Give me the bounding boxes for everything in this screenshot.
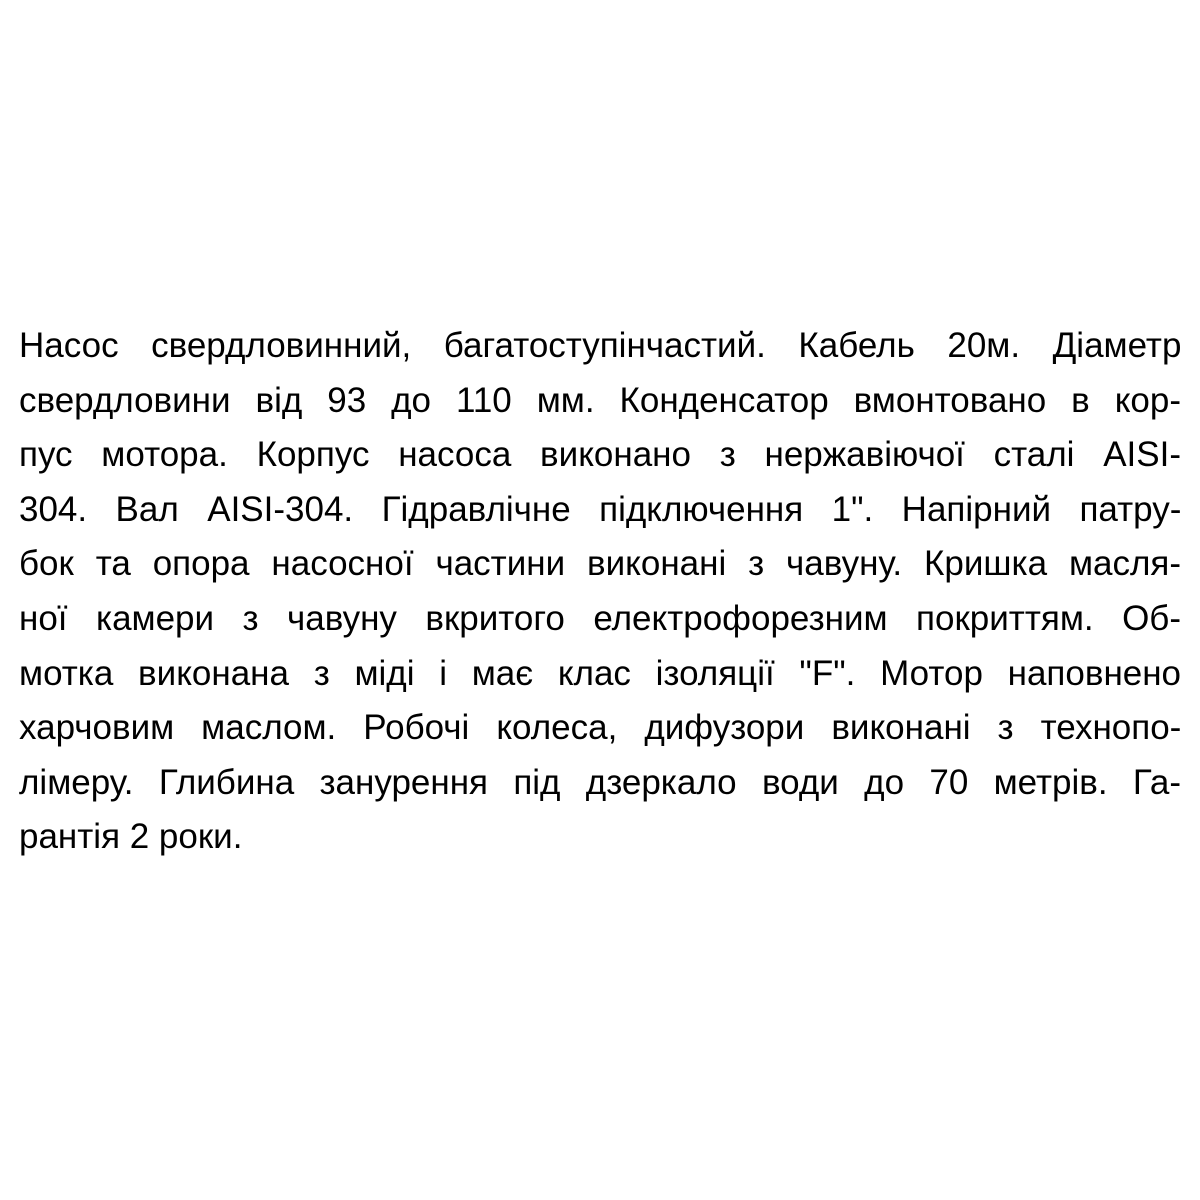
description-line: свердловини від 93 до 110 мм. Конденсатор вмонтовано в кор- bbox=[19, 380, 1181, 420]
description-line: мотка виконана з міді і має клас ізоляції "F". Мотор наповнено bbox=[19, 653, 1181, 693]
description-line: 304. Вал AISI-304. Гідравлічне підключення 1". Напірний патру- bbox=[19, 489, 1181, 529]
description-line: ної камери з чавуну вкритого електрофорезним покриттям. Об- bbox=[19, 598, 1181, 638]
description-line: Насос свердловинний, багатоступінчастий. Кабель 20м. Діаметр bbox=[19, 326, 1181, 365]
description-line: бок та опора насосної частини виконані з чавуну. Кришка масля- bbox=[19, 544, 1181, 584]
description-line: пус мотора. Корпус насоса виконано з нержавіючої сталі AISI- bbox=[19, 435, 1181, 475]
product-description bbox=[19, 319, 1181, 865]
description-line: харчовим маслом. Робочі колеса, дифузори виконані з технопо- bbox=[19, 708, 1181, 748]
description-line: лімеру. Глибина занурення під дзеркало води до 70 метрів. Га- bbox=[19, 762, 1181, 802]
description-line: рантія 2 роки. bbox=[19, 817, 243, 857]
